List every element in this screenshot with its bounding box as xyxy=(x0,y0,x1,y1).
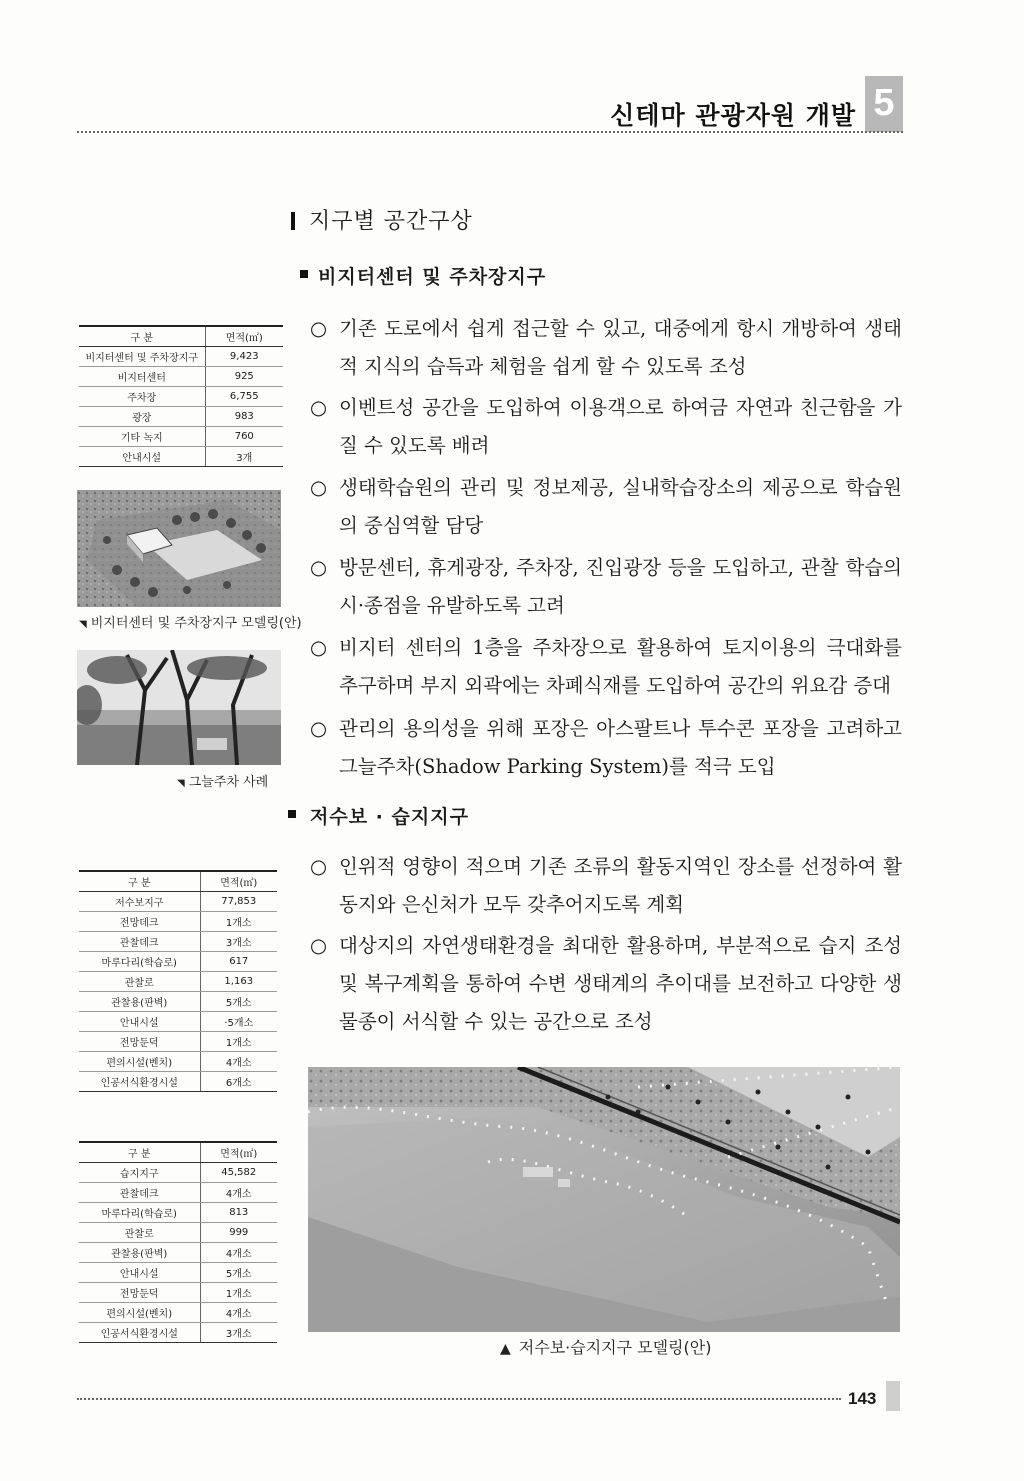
table-cell: 안내시설 xyxy=(79,1263,200,1283)
wetland-model-photo xyxy=(308,1067,900,1332)
table-row xyxy=(79,1072,277,1092)
table-cell: 1개소 xyxy=(200,1283,277,1303)
table-cell: 5개소 xyxy=(200,992,277,1012)
table-cell: 1개소 xyxy=(200,1032,277,1052)
table-cell: 5개소 xyxy=(200,1263,277,1283)
table-cell: 저수보지구 xyxy=(79,892,200,912)
shadow-parking-photo xyxy=(77,650,281,765)
table-cell: 편의시설(벤치) xyxy=(79,1052,200,1072)
table-cell: 4개소 xyxy=(200,1243,277,1263)
table-row xyxy=(79,1052,277,1072)
table-row xyxy=(79,1183,277,1203)
table-row xyxy=(79,972,277,992)
table-row xyxy=(79,407,283,427)
subheading-square xyxy=(288,810,296,818)
table-cell: 3개소 xyxy=(200,932,277,952)
table-cell: 관찰용(판벽) xyxy=(79,1243,200,1263)
footer-divider xyxy=(77,1398,841,1400)
running-header-title: 신테마 관광자원 개발 xyxy=(610,101,856,130)
page-tab-marker xyxy=(886,1381,900,1411)
subheading-square xyxy=(300,270,308,278)
table-cell: 광장 xyxy=(79,407,205,427)
bullet-mark: ○ xyxy=(310,717,328,740)
table-cell: 전망데크 xyxy=(79,912,200,932)
main-photo-caption: ▲ 저수보·습지지구 모델링(안) xyxy=(500,1338,712,1357)
table-header-row xyxy=(79,1142,277,1163)
table-header-row xyxy=(79,871,277,892)
table-cell: 3개 xyxy=(205,447,283,467)
table-cell: 마루다리(학습로) xyxy=(79,1203,200,1223)
table-reservoir-areas xyxy=(79,870,277,1092)
table-cell: 인공서식환경시설 xyxy=(79,1072,200,1092)
bullet-item: ○ 인위적 영향이 적으며 기존 조류의 활동지역인 장소를 선정하여 활동지와 은신처가 모두 갖추어지도록 계획 xyxy=(310,848,902,924)
table-header-cell: 구 분 xyxy=(79,871,200,892)
table-wetland-areas xyxy=(79,1141,277,1343)
table-row xyxy=(79,1163,277,1183)
table-cell: 1,163 xyxy=(200,972,277,992)
bullet-mark: ○ xyxy=(310,636,328,659)
table-header-cell: 면적(㎡) xyxy=(200,1142,277,1163)
chapter-tab xyxy=(865,76,903,132)
table-cell: 617 xyxy=(200,952,277,972)
table-row xyxy=(79,1012,277,1032)
caption-triangle-icon: ◥ xyxy=(79,619,87,630)
bullet-item: ○ 대상지의 자연생태환경을 최대한 활용하며, 부분적으로 습지 조성 및 복구계획을 통하여 수변 생태계의 추이대를 보전하고 다양한 생물종이 서식할 수 있는 공간으로 조성 xyxy=(310,927,902,1041)
table-row xyxy=(79,992,277,1012)
page-number: 143 xyxy=(848,1389,877,1408)
subheading-visitor-center: 비지터센터 및 주차장지구 xyxy=(318,266,547,288)
table-cell: ·5개소 xyxy=(200,1012,277,1032)
table-row xyxy=(79,1223,277,1243)
table-visitor-center-areas xyxy=(79,325,283,467)
bullet-mark: ○ xyxy=(310,476,328,499)
table-row xyxy=(79,952,277,972)
table-row xyxy=(79,932,277,952)
table-cell: 9,423 xyxy=(205,347,283,367)
table-row xyxy=(79,367,283,387)
table-cell: 전망둔덕 xyxy=(79,1032,200,1052)
table-cell: 925 xyxy=(205,367,283,387)
table-cell: 983 xyxy=(205,407,283,427)
bullet-mark: ○ xyxy=(310,934,328,957)
table-row xyxy=(79,1032,277,1052)
table-header-cell: 구 분 xyxy=(79,1142,200,1163)
table-row xyxy=(79,1323,277,1343)
table-cell: 4개소 xyxy=(200,1183,277,1203)
table-row xyxy=(79,347,283,367)
table-cell: 기타 녹지 xyxy=(79,427,205,447)
bullet-item: ○ 이벤트성 공간을 도입하여 이용객으로 하여금 자연과 친근함을 가질 수 있도록 배려 xyxy=(310,389,902,465)
chapter-number: 5 xyxy=(873,82,895,124)
table-header-cell: 구 분 xyxy=(79,326,205,347)
table-cell: 전망둔덕 xyxy=(79,1283,200,1303)
bullet-mark: ○ xyxy=(310,317,328,340)
table-cell: 4개소 xyxy=(200,1052,277,1072)
table-header-cell: 면적(㎡) xyxy=(205,326,283,347)
table-cell: 999 xyxy=(200,1223,277,1243)
table-cell: 45,582 xyxy=(200,1163,277,1183)
table-cell: 77,853 xyxy=(200,892,277,912)
table-cell: 관찰로 xyxy=(79,972,200,992)
bullet-item: ○ 기존 도로에서 쉽게 접근할 수 있고, 대중에게 항시 개방하여 생태적 지식의 습득과 체험을 쉽게 할 수 있도록 조성 xyxy=(310,310,902,386)
section-title: 지구별 공간구상 xyxy=(309,209,473,234)
table-cell: 비지터센터 및 주차장지구 xyxy=(79,347,205,367)
table-cell: 주차장 xyxy=(79,387,205,407)
table-cell: 비지터센터 xyxy=(79,367,205,387)
table-cell: 안내시설 xyxy=(79,447,205,467)
header-divider xyxy=(77,131,903,133)
table-cell: 1개소 xyxy=(200,912,277,932)
table-cell: 관찰용(판벽) xyxy=(79,992,200,1012)
caption-triangle-icon: ▲ xyxy=(500,1341,511,1357)
table-row xyxy=(79,912,277,932)
table-cell: 안내시설 xyxy=(79,1012,200,1032)
section-bar xyxy=(291,212,295,230)
table-cell: 813 xyxy=(200,1203,277,1223)
table-cell: 6개소 xyxy=(200,1072,277,1092)
table-row xyxy=(79,1283,277,1303)
bullet-mark: ○ xyxy=(310,855,328,878)
table-cell: 관찰로 xyxy=(79,1223,200,1243)
table-row xyxy=(79,447,283,467)
visitor-center-model-photo xyxy=(77,490,281,607)
table-row xyxy=(79,1203,277,1223)
table-row xyxy=(79,1243,277,1263)
table-row xyxy=(79,1263,277,1283)
bullet-item: ○ 방문센터, 휴게광장, 주차장, 진입광장 등을 도입하고, 관찰 학습의 시·종점을 유발하도록 고려 xyxy=(310,549,902,625)
subheading-reservoir-wetland: 저수보 · 습지지구 xyxy=(310,806,469,828)
table-cell: 4개소 xyxy=(200,1303,277,1323)
table-cell: 관찰데크 xyxy=(79,932,200,952)
bullet-item: ○ 관리의 용의성을 위해 포장은 아스팔트나 투수콘 포장을 고려하고 그늘주차(Shadow Parking System)를 적극 도입 xyxy=(310,710,902,786)
table-cell: 인공서식환경시설 xyxy=(79,1323,200,1343)
table-header-cell: 면적(㎡) xyxy=(200,871,277,892)
bullet-mark: ○ xyxy=(310,396,328,419)
bullet-item: ○ 비지터 센터의 1층을 주차장으로 활용하여 토지이용의 극대화를 추구하며 부지 외곽에는 차폐식재를 도입하여 공간의 위요감 증대 xyxy=(310,629,902,705)
table-cell: 6,755 xyxy=(205,387,283,407)
table-row xyxy=(79,1303,277,1323)
table-row xyxy=(79,387,283,407)
bullet-item: ○ 생태학습원의 관리 및 정보제공, 실내학습장소의 제공으로 학습원의 중심역할 담당 xyxy=(310,469,902,545)
table-cell: 마루다리(학습로) xyxy=(79,952,200,972)
table-cell: 관찰데크 xyxy=(79,1183,200,1203)
table-cell: 습지지구 xyxy=(79,1163,200,1183)
photo-caption: ◥ 그늘주차 사례 xyxy=(177,775,269,790)
table-header-row xyxy=(79,326,283,347)
table-cell: 편의시설(벤치) xyxy=(79,1303,200,1323)
table-row xyxy=(79,892,277,912)
bullet-mark: ○ xyxy=(310,556,328,579)
caption-triangle-icon: ◥ xyxy=(177,778,185,789)
table-cell: 760 xyxy=(205,427,283,447)
table-cell: 3개소 xyxy=(200,1323,277,1343)
table-row xyxy=(79,427,283,447)
photo-caption: ◥ 비지터센터 및 주차장지구 모델링(안) xyxy=(79,616,302,631)
